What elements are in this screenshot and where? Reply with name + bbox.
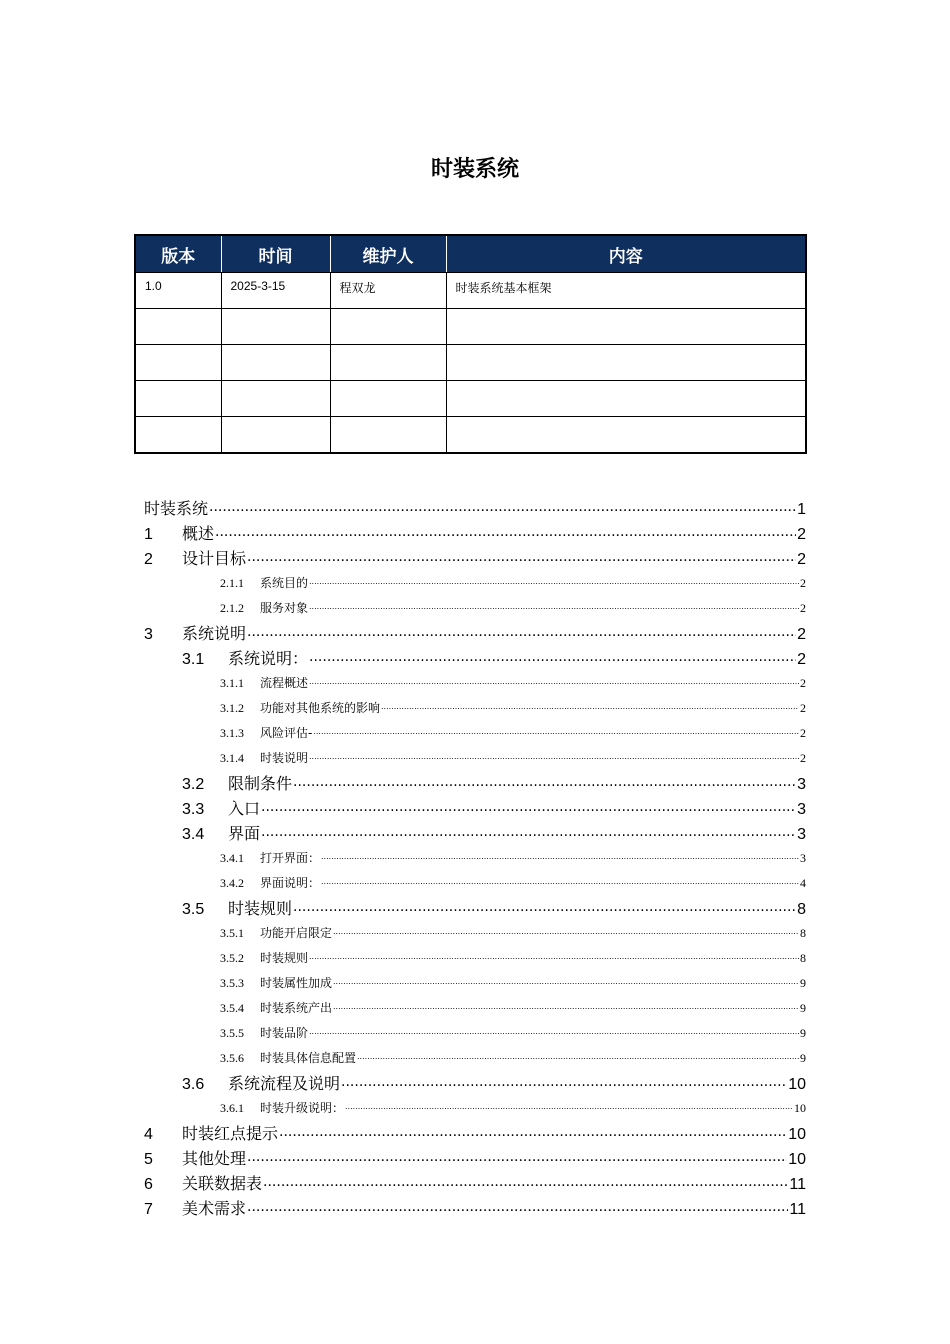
- cell-maintainer: [330, 381, 446, 417]
- cell-version: [135, 345, 221, 381]
- toc-entry-title: 时装属性加成: [260, 976, 333, 990]
- toc-entry-page: 2: [797, 651, 806, 668]
- toc-leader-dots: [309, 668, 799, 694]
- toc-entry-page: 9: [800, 976, 806, 990]
- toc-leader-dots: [341, 1068, 787, 1095]
- toc-leader-dots: [357, 1043, 799, 1069]
- toc-leader-dots: [309, 593, 799, 619]
- toc-leader-dots: [333, 993, 799, 1019]
- table-header-row: [135, 235, 806, 273]
- toc-entry-page: 11: [789, 1176, 806, 1193]
- toc-entry-page: 2: [797, 551, 806, 568]
- cell-version: [135, 309, 221, 345]
- toc-leader-dots: [309, 743, 799, 769]
- toc-entry-title: 系统说明: [182, 624, 247, 643]
- header-date: 时间: [221, 235, 330, 273]
- toc-entry-number: 5: [144, 1151, 153, 1168]
- toc-entry-title: 功能开启限定: [260, 926, 333, 940]
- toc-entry-number: 3.5.6: [220, 1051, 244, 1065]
- table-row: [135, 381, 806, 417]
- toc-entry-title: 关联数据表: [182, 1174, 263, 1193]
- toc-entry-title: 时装系统产出: [260, 1001, 333, 1015]
- cell-date: [221, 309, 330, 345]
- toc-entry-page: 2: [800, 726, 806, 740]
- toc-leader-dots: [209, 493, 796, 520]
- toc-leader-dots: [247, 1193, 788, 1220]
- toc-entry-number: 3.1.2: [220, 701, 244, 715]
- toc-entry-title: 风险评估-: [260, 726, 313, 740]
- toc-leader-dots: [321, 868, 799, 894]
- toc-entry-page: 8: [800, 951, 806, 965]
- toc-entry-page: 8: [800, 926, 806, 940]
- toc-entry-number: 3.5.3: [220, 976, 244, 990]
- toc-entry-number: 2.1.2: [220, 601, 244, 615]
- toc-entry-page: 2: [797, 526, 806, 543]
- toc-leader-dots: [293, 768, 796, 795]
- toc-leader-dots: [321, 843, 799, 869]
- toc-entry-number: 3.4.2: [220, 876, 244, 890]
- toc-entry-page: 3: [797, 776, 806, 793]
- toc-entry-page: 3: [797, 826, 806, 843]
- cell-date: [221, 381, 330, 417]
- toc-entry-title: 时装系统: [144, 499, 209, 518]
- table-row: [135, 273, 806, 309]
- toc-leader-dots: [381, 693, 799, 719]
- table-of-contents: [144, 496, 806, 1221]
- cell-content: 时装系统基本框架: [446, 273, 806, 309]
- header-content: 内容: [446, 235, 806, 273]
- cell-date: [221, 345, 330, 381]
- toc-entry-number: 3: [144, 626, 153, 643]
- toc-entry-title: 时装品阶: [260, 1026, 309, 1040]
- toc-entry-page: 11: [789, 1201, 806, 1218]
- toc-leader-dots: [309, 568, 799, 594]
- toc-entry-number: 3.1.3: [220, 726, 244, 740]
- toc-leader-dots: [247, 543, 796, 570]
- toc-entry-number: 3.2: [182, 776, 205, 793]
- toc-entry-title: 时装具体信息配置: [260, 1051, 357, 1065]
- cell-maintainer: [330, 345, 446, 381]
- header-maintainer: 维护人: [330, 235, 446, 273]
- toc-entry-page: 2: [800, 701, 806, 715]
- cell-content: [446, 381, 806, 417]
- cell-date: 2025-3-15: [221, 273, 330, 309]
- toc-entry-number: 3.4.1: [220, 851, 244, 865]
- toc-entry-number: 3.6: [182, 1076, 205, 1093]
- toc-entry-title: 打开界面：: [260, 851, 321, 865]
- toc-entry-number: 3.5.2: [220, 951, 244, 965]
- table-row: [135, 417, 806, 453]
- toc-entry-title: 界面: [228, 824, 261, 843]
- toc-entry-title: 其他处理: [182, 1149, 247, 1168]
- toc-entry-number: 2: [144, 551, 153, 568]
- toc-entry-title: 系统说明：: [228, 649, 309, 668]
- toc-entry-title: 时装升级说明：: [260, 1101, 345, 1115]
- toc-leader-dots: [247, 1143, 787, 1170]
- toc-entry-page: 4: [800, 876, 806, 890]
- toc-entry-number: 7: [144, 1201, 153, 1218]
- cell-date: [221, 417, 330, 453]
- toc-leader-dots: [309, 643, 796, 670]
- toc-entry-number: 3.5.5: [220, 1026, 244, 1040]
- toc-entry-title: 概述: [182, 524, 215, 543]
- toc-leader-dots: [261, 818, 796, 845]
- toc-entry-number: 3.4: [182, 826, 205, 843]
- toc-entry-page: 9: [800, 1001, 806, 1015]
- toc-entry-number: 3.3: [182, 801, 205, 818]
- toc-entry-page: 9: [800, 1026, 806, 1040]
- table-row: [135, 345, 806, 381]
- toc-entry-title: 流程概述: [260, 676, 309, 690]
- toc-entry-title: 时装说明: [260, 751, 309, 765]
- toc-entry-title: 美术需求: [182, 1199, 247, 1218]
- toc-entry-number: 1: [144, 526, 153, 543]
- table-row: [135, 309, 806, 345]
- toc-entry-title: 系统流程及说明: [228, 1074, 341, 1093]
- toc-entry-page: 2: [797, 626, 806, 643]
- toc-entry-title: 时装规则: [260, 951, 309, 965]
- toc-entry-page: 8: [797, 901, 806, 918]
- document-title: 时装系统: [430, 157, 519, 182]
- toc-entry-number: 3.6.1: [220, 1101, 244, 1115]
- toc-leader-dots: [247, 618, 796, 645]
- toc-entry-title: 限制条件: [228, 774, 293, 793]
- toc-entry-number: 3.1: [182, 651, 205, 668]
- toc-entry-number: 3.5.4: [220, 1001, 244, 1015]
- toc-leader-dots: [261, 793, 796, 820]
- toc-entry-page: 10: [788, 1151, 806, 1168]
- toc-entry-page: 1: [797, 501, 806, 518]
- toc-leader-dots: [309, 1018, 799, 1044]
- toc-entry-page: 3: [797, 801, 806, 818]
- toc-entry-number: 6: [144, 1176, 153, 1193]
- toc-entry-title: 时装规则: [228, 899, 293, 918]
- toc-leader-dots: [263, 1168, 788, 1195]
- toc-entry-page: 3: [800, 851, 806, 865]
- toc-entry-page: 2: [800, 576, 806, 590]
- toc-leader-dots: [293, 893, 796, 920]
- toc-leader-dots: [333, 918, 799, 944]
- toc-entry-number: 2.1.1: [220, 576, 244, 590]
- toc-entry-page: 2: [800, 751, 806, 765]
- cell-content: [446, 417, 806, 453]
- toc-entry-title: 系统目的: [260, 576, 309, 590]
- toc-leader-dots: [279, 1118, 787, 1145]
- version-history-table: [134, 234, 807, 454]
- toc-entry-title: 时装红点提示: [182, 1124, 279, 1143]
- toc-entry-number: 3.1.1: [220, 676, 244, 690]
- toc-entry-title: 服务对象: [260, 601, 309, 615]
- cell-maintainer: [330, 417, 446, 453]
- cell-version: [135, 417, 221, 453]
- toc-leader-dots: [333, 968, 799, 994]
- cell-maintainer: [330, 309, 446, 345]
- cell-version: 1.0: [135, 273, 221, 309]
- toc-entry-title: 功能对其他系统的影响: [260, 701, 381, 715]
- toc-entry-number: 3.5.1: [220, 926, 244, 940]
- toc-leader-dots: [313, 718, 799, 744]
- toc-entry-page: 2: [800, 601, 806, 615]
- toc-entry-title: 界面说明：: [260, 876, 321, 890]
- toc-entry-page: 2: [800, 676, 806, 690]
- toc-entry-title: 入口: [228, 799, 261, 818]
- toc-entry-title: 设计目标: [182, 549, 247, 568]
- toc-entry-number: 3.5: [182, 901, 205, 918]
- toc-entry-number: 4: [144, 1126, 153, 1143]
- toc-leader-dots: [215, 518, 796, 545]
- cell-maintainer: 程双龙: [330, 273, 446, 309]
- toc-entry[interactable]: [144, 1196, 806, 1221]
- cell-content: [446, 309, 806, 345]
- toc-entry-page: 10: [788, 1076, 806, 1093]
- toc-entry-page: 10: [788, 1126, 806, 1143]
- toc-entry-page: 9: [800, 1051, 806, 1065]
- cell-content: [446, 345, 806, 381]
- cell-version: [135, 381, 221, 417]
- toc-entry-page: 10: [794, 1101, 806, 1115]
- toc-leader-dots: [309, 943, 799, 969]
- header-version: 版本: [135, 235, 221, 273]
- toc-entry-number: 3.1.4: [220, 751, 244, 765]
- toc-leader-dots: [345, 1093, 793, 1119]
